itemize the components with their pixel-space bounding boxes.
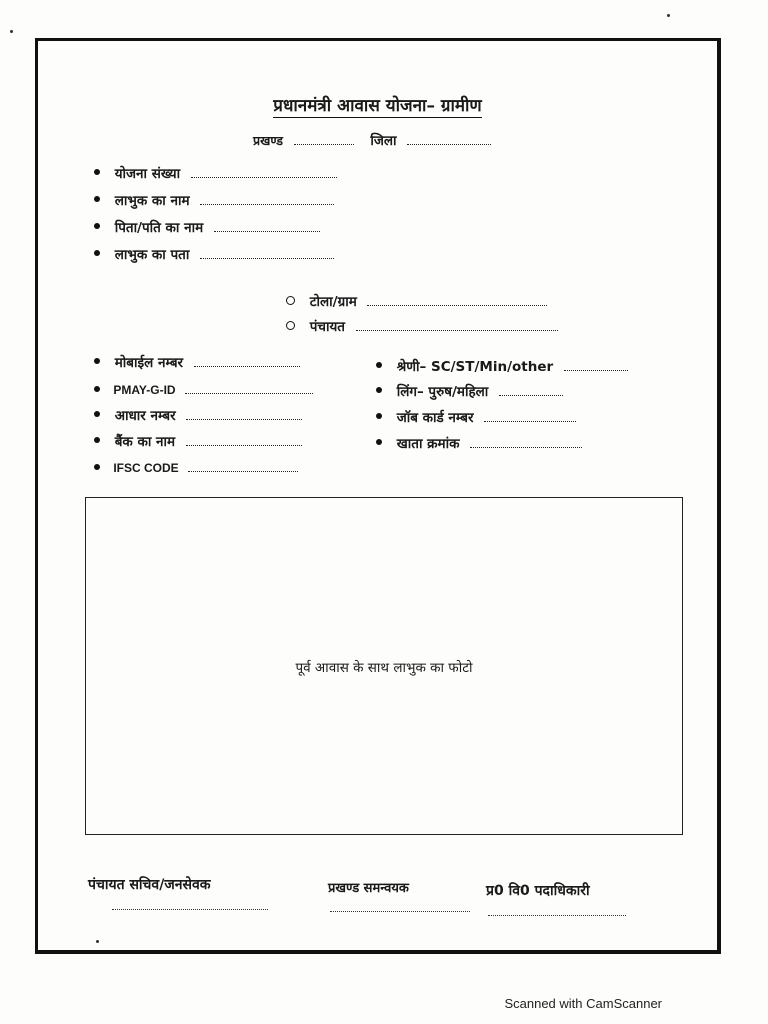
- bullet-icon: [376, 439, 382, 445]
- gender-blank[interactable]: [499, 383, 563, 396]
- beneficiary-address-row: [94, 245, 334, 263]
- bullet-icon: [94, 169, 100, 175]
- mobile-number-blank[interactable]: [194, 354, 300, 367]
- scan-speck: [10, 30, 13, 33]
- bank-name-label: बैंक का नाम: [114, 434, 176, 450]
- panchayat-label: पंचायत: [309, 319, 345, 335]
- bullet-icon: [94, 437, 100, 443]
- account-number-row: [376, 434, 582, 452]
- panchayat-row: [286, 317, 558, 335]
- panchayat-blank[interactable]: [356, 318, 558, 331]
- aadhaar-number-blank[interactable]: [186, 407, 302, 420]
- beneficiary-name-blank[interactable]: [200, 192, 334, 205]
- bullet-icon: [94, 411, 100, 417]
- category-row: [376, 357, 628, 375]
- pmay-id-label: PMAY-G-ID: [113, 383, 176, 397]
- district-label: जिला: [370, 133, 397, 149]
- bullet-icon: [94, 358, 100, 364]
- bullet-icon: [376, 387, 382, 393]
- photo-caption: पूर्व आवास के साथ लाभुक का फोटो: [295, 660, 473, 676]
- pmay-id-row: [94, 381, 313, 397]
- bullet-icon: [94, 464, 100, 470]
- father-husband-name-blank[interactable]: [214, 219, 320, 232]
- job-card-number-row: [376, 408, 576, 426]
- gender-row: [376, 382, 563, 400]
- form-title: प्रधानमंत्री आवास योजना– ग्रामीण: [273, 96, 482, 116]
- ifsc-code-row: [94, 459, 298, 475]
- father-husband-name-row: [94, 218, 320, 236]
- bullet-icon: [376, 362, 382, 368]
- category-blank[interactable]: [564, 358, 628, 371]
- aadhaar-number-label: आधार नम्बर: [114, 408, 176, 424]
- bank-name-blank[interactable]: [186, 433, 302, 446]
- beneficiary-address-blank[interactable]: [200, 246, 334, 259]
- district-blank[interactable]: [407, 132, 491, 145]
- scheme-number-blank[interactable]: [191, 165, 337, 178]
- photo-box[interactable]: [85, 497, 683, 835]
- beneficiary-address-label: लाभुक का पता: [114, 247, 190, 263]
- account-number-label: खाता क्रमांक: [396, 436, 460, 452]
- category-label: श्रेणी– SC/ST/Min/other: [396, 359, 554, 375]
- block-label: प्रखण्ड: [253, 133, 283, 148]
- scanner-watermark: Scanned with CamScanner: [504, 996, 662, 1011]
- mobile-number-label: मोबाईल नम्बर: [114, 355, 184, 371]
- beneficiary-name-label: लाभुक का नाम: [114, 193, 190, 209]
- block-development-officer-signature-line[interactable]: [488, 915, 626, 916]
- gender-label: लिंग– पुरुष/महिला: [396, 384, 489, 400]
- father-husband-name-label: पिता/पति का नाम: [114, 220, 204, 236]
- scan-speck: [667, 14, 670, 17]
- village-row: [286, 292, 547, 310]
- beneficiary-name-row: [94, 191, 334, 209]
- form-sheet: [35, 38, 721, 954]
- job-card-number-blank[interactable]: [484, 409, 576, 422]
- block-development-officer-signature-label: प्र0 वि0 पदाधिकारी: [486, 883, 590, 899]
- mobile-number-row: [94, 353, 300, 371]
- account-number-blank[interactable]: [470, 435, 582, 448]
- block-coordinator-signature-line[interactable]: [330, 911, 470, 912]
- panchayat-secretary-signature-line[interactable]: [112, 909, 268, 910]
- bank-name-row: [94, 432, 302, 450]
- panchayat-secretary-signature-label: पंचायत सचिव/जनसेवक: [88, 877, 211, 893]
- bullet-icon: [94, 386, 100, 392]
- bullet-icon: [94, 223, 100, 229]
- bullet-icon: [94, 250, 100, 256]
- block-coordinator-signature-label: प्रखण्ड समन्वयक: [328, 881, 409, 896]
- block-blank[interactable]: [294, 132, 354, 145]
- aadhaar-number-row: [94, 406, 302, 424]
- circle-bullet-icon: [286, 321, 295, 330]
- bullet-icon: [94, 196, 100, 202]
- bullet-icon: [376, 413, 382, 419]
- village-label: टोला/ग्राम: [309, 294, 357, 310]
- ifsc-code-blank[interactable]: [188, 459, 298, 472]
- scheme-number-row: [94, 164, 337, 182]
- job-card-number-label: जॉब कार्ड नम्बर: [396, 410, 474, 426]
- scheme-number-label: योजना संख्या: [114, 166, 181, 182]
- circle-bullet-icon: [286, 296, 295, 305]
- ifsc-code-label: IFSC CODE: [113, 461, 179, 475]
- village-blank[interactable]: [367, 293, 547, 306]
- pmay-id-blank[interactable]: [185, 381, 313, 394]
- block-district-row: [253, 131, 491, 149]
